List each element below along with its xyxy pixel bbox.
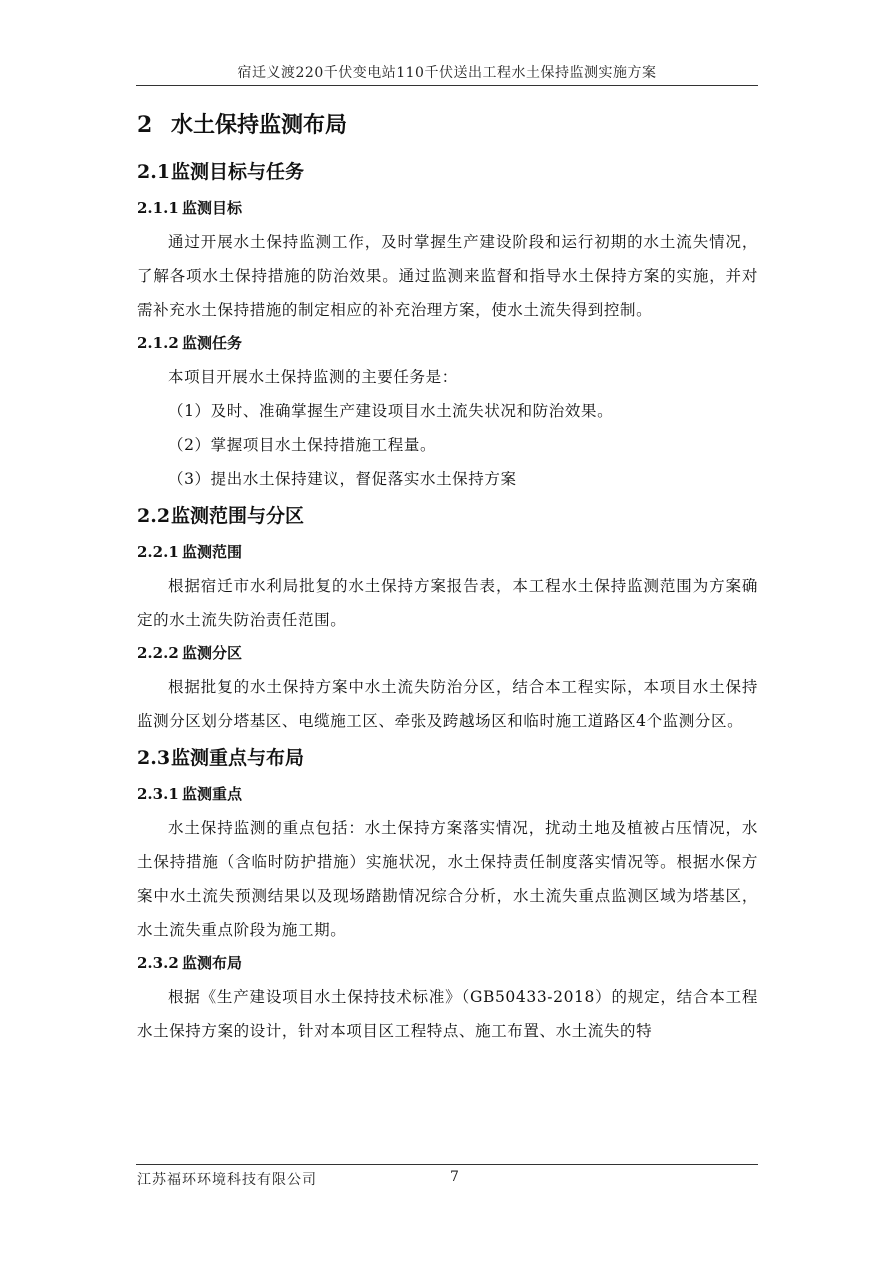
- subsection-heading-2-1-2: [137, 327, 758, 360]
- page-number: 7: [450, 1169, 459, 1185]
- section-heading-2-2: [137, 496, 758, 536]
- subsection-number: 2.1.1: [137, 199, 179, 217]
- chapter-number: 2: [137, 112, 153, 138]
- paragraph-monitoring-zones: 根据批复的水土保持方案中水土流失防治分区，结合本工程实际，本项目水土保持监测分区划分塔基区、电缆施工区、牵张及跨越场区和临时施工道路区4个监测分区。: [137, 678, 758, 730]
- chapter-title: 水土保持监测布局: [171, 112, 348, 138]
- section-number: 2.3: [137, 747, 171, 769]
- page-content: [137, 100, 758, 1048]
- subsection-heading-2-2-2: [137, 637, 758, 670]
- section-heading-2-1: [137, 152, 758, 192]
- paragraph-monitoring-scope: 根据宿迁市水利局批复的水土保持方案报告表，本工程水土保持监测范围为方案确定的水土流失防治责任范围。: [137, 577, 758, 629]
- subsection-number: 2.3.2: [137, 954, 179, 972]
- section-title: 监测范围与分区: [171, 505, 305, 527]
- subsection-number: 2.1.2: [137, 334, 179, 352]
- footer-rule: [136, 1164, 758, 1165]
- subsection-number: 2.3.1: [137, 785, 179, 803]
- subsection-heading-2-2-1: [137, 536, 758, 569]
- section-title: 监测目标与任务: [171, 161, 305, 183]
- section-number: 2.2: [137, 505, 171, 527]
- subsection-heading-2-3-2: [137, 947, 758, 980]
- subsection-title: 监测目标: [182, 199, 243, 217]
- paragraph-monitoring-goal: 通过开展水土保持监测工作，及时掌握生产建设阶段和运行初期的水土流失情况，了解各项水土保持措施的防治效果。通过监测来监督和指导水土保持方案的实施，并对需补充水土保持措施的制定相应的补充治理方案，使水土流失得到控制。: [137, 233, 758, 319]
- list-item: （2）掌握项目水土保持措施工程量。: [168, 436, 437, 454]
- section-title: 监测重点与布局: [171, 747, 305, 769]
- subsection-title: 监测任务: [182, 334, 243, 352]
- list-item: （3）提出水土保持建议，督促落实水土保持方案: [168, 470, 517, 488]
- footer-company: 江苏福环环境科技有限公司: [137, 1172, 317, 1188]
- running-header: 宿迁义渡220千伏变电站110千伏送出工程水土保持监测实施方案: [237, 65, 657, 81]
- subsection-title: 监测重点: [182, 785, 243, 803]
- subsection-title: 监测分区: [182, 644, 243, 662]
- subsection-title: 监测布局: [182, 954, 243, 972]
- subsection-heading-2-1-1: [137, 192, 758, 225]
- list-item: （1）及时、准确掌握生产建设项目水土流失状况和防治效果。: [168, 402, 614, 420]
- paragraph-monitoring-focus: 水土保持监测的重点包括：水土保持方案落实情况，扰动土地及植被占压情况，水土保持措施（含临时防护措施）实施状况，水土保持责任制度落实情况等。根据水保方案中水土流失预测结果以及现场踏勘情况综合分析，水土流失重点监测区域为塔基区，水土流失重点阶段为施工期。: [137, 819, 758, 939]
- section-number: 2.1: [137, 161, 171, 183]
- paragraph-monitoring-layout: 根据《生产建设项目水土保持技术标准》（GB50433-2018）的规定，结合本工程水土保持方案的设计，针对本项目区工程特点、施工布置、水土流失的特: [137, 988, 758, 1040]
- subsection-heading-2-3-1: [137, 778, 758, 811]
- subsection-number: 2.2.2: [137, 644, 179, 662]
- header-rule: [136, 85, 758, 86]
- paragraph-task-intro: 本项目开展水土保持监测的主要任务是：: [168, 368, 458, 386]
- section-heading-2-3: [137, 738, 758, 778]
- subsection-title: 监测范围: [182, 543, 243, 561]
- chapter-heading: [137, 100, 758, 152]
- subsection-number: 2.2.1: [137, 543, 179, 561]
